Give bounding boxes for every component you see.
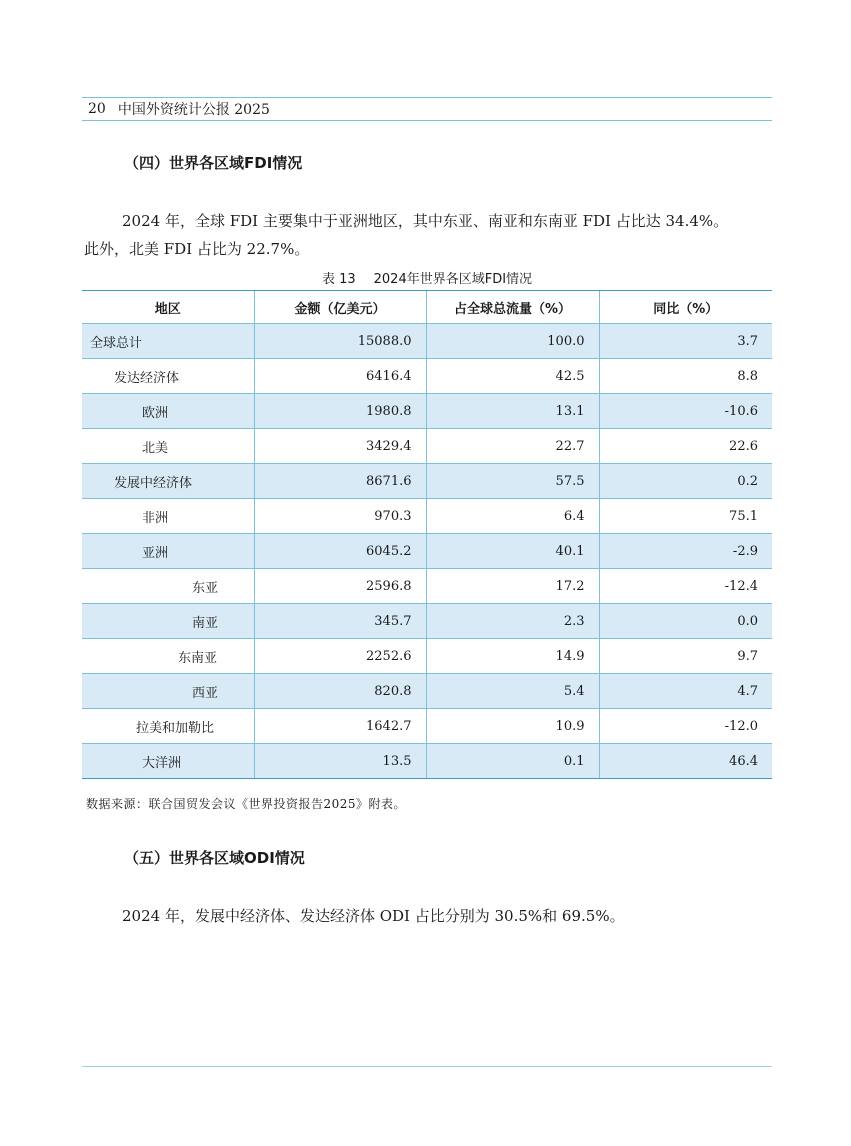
table-row <box>82 639 772 674</box>
table-row <box>82 499 772 534</box>
table-caption-label: 表 13 <box>321 272 356 287</box>
table-row <box>82 744 772 779</box>
column-header-yoy: 同比（%） <box>599 291 772 324</box>
section-paragraph-fdi <box>84 207 774 263</box>
fdi-table <box>82 290 772 779</box>
region-cell: 亚洲 <box>82 534 254 569</box>
share-cell: 42.5 <box>426 359 599 394</box>
region-cell: 全球总计 <box>82 324 254 359</box>
yoy-cell: 0.2 <box>599 464 772 499</box>
amount-cell: 15088.0 <box>254 324 426 359</box>
share-cell: 6.4 <box>426 499 599 534</box>
region-cell: 拉美和加勒比 <box>82 709 254 744</box>
amount-cell: 970.3 <box>254 499 426 534</box>
section-paragraph-odi <box>84 902 774 930</box>
region-cell: 大洋洲 <box>82 744 254 779</box>
region-cell: 发展中经济体 <box>82 464 254 499</box>
yoy-cell: 46.4 <box>599 744 772 779</box>
yoy-cell: -12.4 <box>599 569 772 604</box>
table-caption-title: 2024年世界各区域FDI情况 <box>373 272 533 287</box>
region-cell: 南亚 <box>82 604 254 639</box>
share-cell: 17.2 <box>426 569 599 604</box>
yoy-cell: -12.0 <box>599 709 772 744</box>
share-cell: 10.9 <box>426 709 599 744</box>
region-cell: 东亚 <box>82 569 254 604</box>
amount-cell: 8671.6 <box>254 464 426 499</box>
share-cell: 5.4 <box>426 674 599 709</box>
table-row <box>82 709 772 744</box>
yoy-cell: 0.0 <box>599 604 772 639</box>
amount-cell: 345.7 <box>254 604 426 639</box>
yoy-cell: 8.8 <box>599 359 772 394</box>
region-cell: 欧洲 <box>82 394 254 429</box>
amount-cell: 3429.4 <box>254 429 426 464</box>
column-header-amount: 金额（亿美元） <box>254 291 426 324</box>
region-cell: 北美 <box>82 429 254 464</box>
region-cell: 西亚 <box>82 674 254 709</box>
table-row <box>82 464 772 499</box>
table-row <box>82 604 772 639</box>
share-cell: 40.1 <box>426 534 599 569</box>
table-caption <box>82 268 772 287</box>
region-cell: 非洲 <box>82 499 254 534</box>
table-row <box>82 394 772 429</box>
paragraph-line-1: 2024 年，全球 FDI 主要集中于亚洲地区，其中东亚、南亚和东南亚 FDI 占比达 34.4%。 <box>122 212 729 230</box>
amount-cell: 820.8 <box>254 674 426 709</box>
amount-cell: 1980.8 <box>254 394 426 429</box>
yoy-cell: 75.1 <box>599 499 772 534</box>
page-header <box>82 97 772 121</box>
share-cell: 14.9 <box>426 639 599 674</box>
share-cell: 2.3 <box>426 604 599 639</box>
table-row <box>82 569 772 604</box>
yoy-cell: 4.7 <box>599 674 772 709</box>
yoy-cell: -10.6 <box>599 394 772 429</box>
section-heading-fdi: （四）世界各区域FDI情况 <box>124 154 303 172</box>
table-header-row <box>82 291 772 324</box>
amount-cell: 1642.7 <box>254 709 426 744</box>
column-header-region: 地区 <box>82 291 254 324</box>
yoy-cell: 3.7 <box>599 324 772 359</box>
yoy-cell: -2.9 <box>599 534 772 569</box>
amount-cell: 13.5 <box>254 744 426 779</box>
section-heading-odi: （五）世界各区域ODI情况 <box>124 849 305 867</box>
yoy-cell: 9.7 <box>599 639 772 674</box>
share-cell: 0.1 <box>426 744 599 779</box>
yoy-cell: 22.6 <box>599 429 772 464</box>
paragraph-odi-line: 2024 年，发展中经济体、发达经济体 ODI 占比分别为 30.5%和 69.5%。 <box>122 907 625 925</box>
table-row <box>82 429 772 464</box>
share-cell: 13.1 <box>426 394 599 429</box>
table-row <box>82 534 772 569</box>
table-row <box>82 359 772 394</box>
amount-cell: 6416.4 <box>254 359 426 394</box>
region-cell: 东南亚 <box>82 639 254 674</box>
publication-title: 中国外资统计公报 2025 <box>117 102 270 118</box>
table-source-note: 数据来源：联合国贸发会议《世界投资报告2025》附表。 <box>86 797 407 811</box>
table-row <box>82 674 772 709</box>
share-cell: 22.7 <box>426 429 599 464</box>
region-cell: 发达经济体 <box>82 359 254 394</box>
column-header-share: 占全球总流量（%） <box>426 291 599 324</box>
paragraph-line-2: 此外，北美 FDI 占比为 22.7%。 <box>84 240 310 258</box>
table-row <box>82 324 772 359</box>
share-cell: 57.5 <box>426 464 599 499</box>
page-number: 20 <box>88 101 106 117</box>
amount-cell: 6045.2 <box>254 534 426 569</box>
amount-cell: 2596.8 <box>254 569 426 604</box>
amount-cell: 2252.6 <box>254 639 426 674</box>
footer-divider <box>82 1066 772 1067</box>
share-cell: 100.0 <box>426 324 599 359</box>
